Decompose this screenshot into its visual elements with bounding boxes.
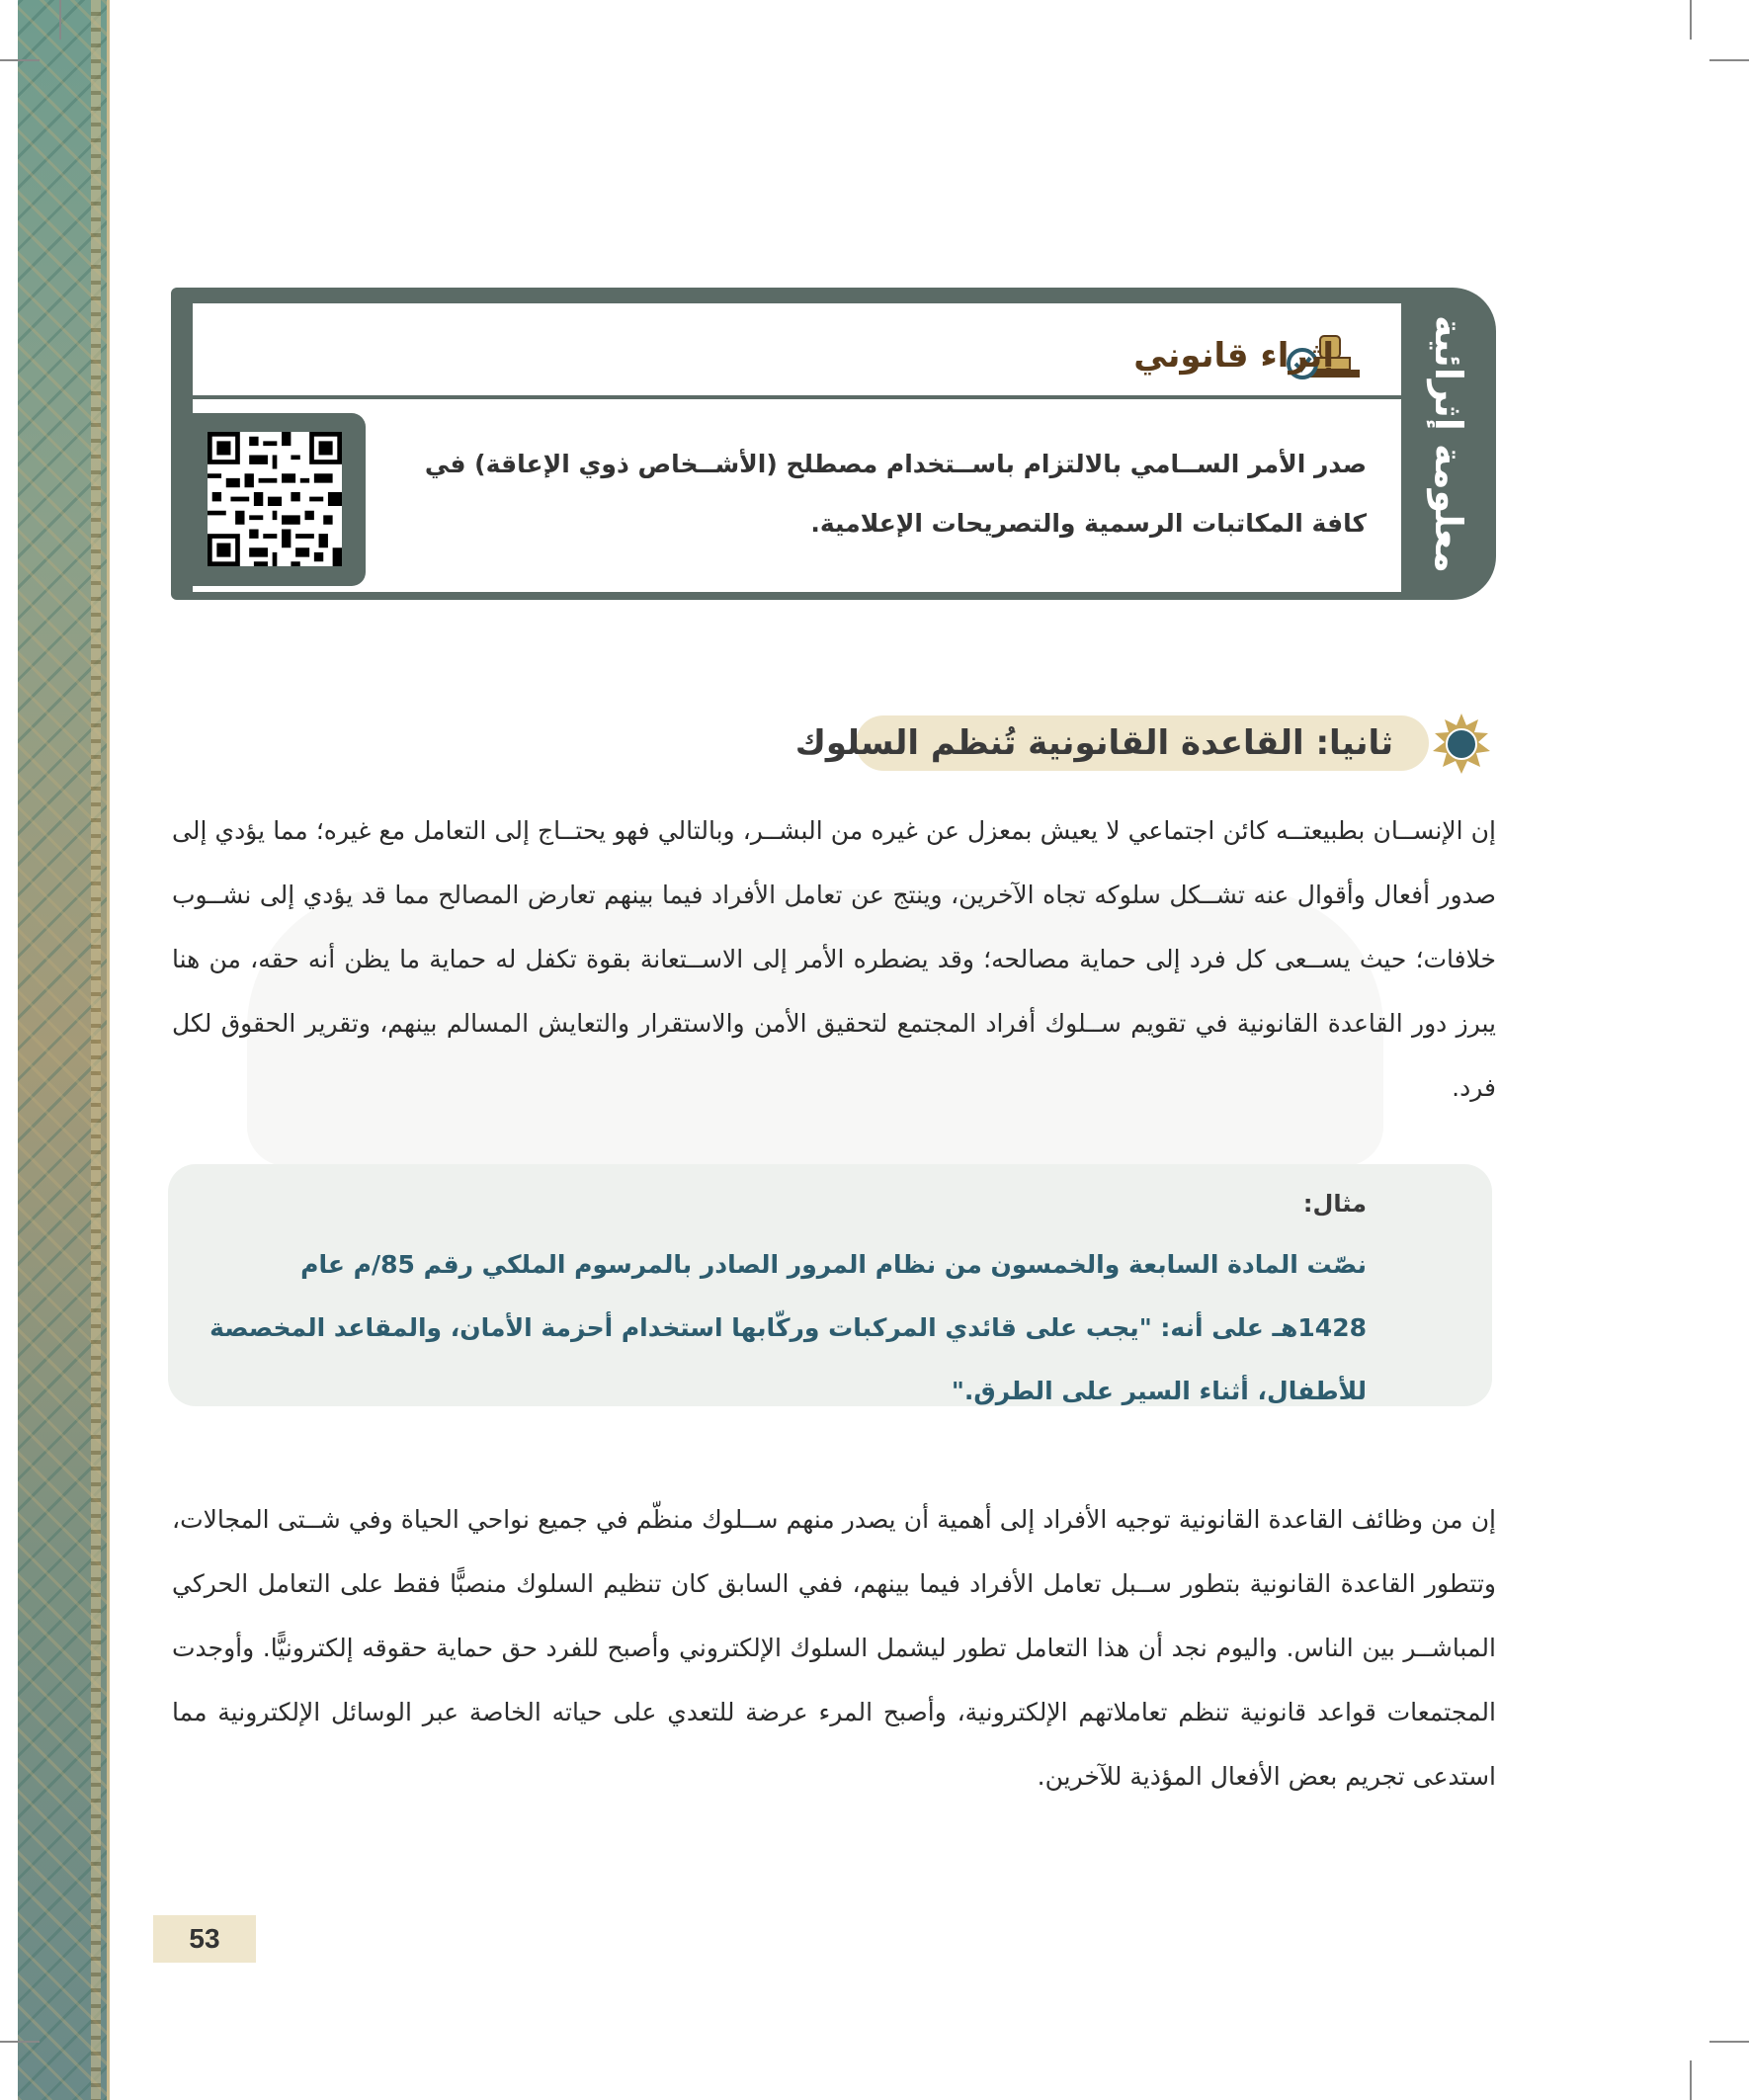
- ornament-icon: [1429, 712, 1494, 777]
- qr-code-icon[interactable]: [208, 432, 342, 566]
- decorative-border: [18, 0, 110, 2100]
- enrichment-divider: [190, 395, 1405, 399]
- example-label: مثال:: [1302, 1190, 1367, 1218]
- side-tab-label: معلومة إثرائية: [1427, 314, 1470, 573]
- crop-mark: [1709, 59, 1749, 61]
- paragraph-1: إن الإنســان بطبيعتــه كائن اجتماعي لا يعيش بمعزل عن غيره من البشــر، وبالتالي فهو يحتــاج إلى التعامل مع غيره؛ مما يؤدي إلى صدور أفعال وأقوال عنه تشــكل سلوكه تجاه الآخرين، وينتج عن تعامل الأفراد فيما بينهم تعارض المصالح مما قد يؤدي إلى نشــوب خلافات؛ حيث يســعى كل فرد إلى حماية مصالحه؛ وقد يضطره الأمر إلى الاســتعانة بقوة تكفل له حماية ما يظن أنه حقه، من هنا يبرز دور القاعدة القانونية في تقويم ســلوك أفراد المجتمع لتحقيق الأمن والاستقرار والتعايش المسالم بينهم، وتقرير الحقوق لكل فرد.: [172, 816, 1496, 1102]
- enrichment-text: صدر الأمر الســامي بالالتزام باســتخدام مصطلح (الأشــخاص ذوي الإعاقة) في كافة المكاتبات الرسمية والتصريحات الإعلامية.: [424, 450, 1367, 538]
- page-number-label: 53: [189, 1923, 220, 1954]
- side-tab: [1401, 288, 1496, 600]
- paragraph-2: إن من وظائف القاعدة القانونية توجيه الأفراد إلى أهمية أن يصدر منهم ســلوك منظّم في جميع نواحي الحياة وفي شــتى المجالات، وتتطور القاعدة القانونية بتطور ســبل تعامل الأفراد فيما بينهم، ففي السابق كان تنظيم السلوك منصبًّا فقط على التعامل الحركي المباشــر بين الناس. واليوم نجد أن هذا التعامل تطور ليشمل السلوك الإلكتروني وأصبح للفرد حق حماية حقوقه إلكترونيًّا. وأوجدت المجتمعات قواعد قانونية تنظم تعاملاتهم الإلكترونية، وأصبح المرء عرضة للتعدي على حياته الخاصة عبر الوسائل الإلكترونية مما استدعى تجريم بعض الأفعال المؤذية للآخرين.: [172, 1505, 1496, 1791]
- crop-mark: [1709, 2041, 1749, 2043]
- crop-mark: [1690, 2060, 1692, 2100]
- example-text: نصّت المادة السابعة والخمسون من نظام المرور الصادر بالمرسوم الملكي رقم 85/م عام 1428هـ على أنه: "يجب على قائدي المركبات وركّابها استخدام أحزمة الأمان، والمقاعد المخصصة للأطفال، أثناء السير على الطرق.": [209, 1250, 1367, 1405]
- section-title: ثانيا: القاعدة القانونية تُنظم السلوك: [794, 723, 1393, 763]
- enrichment-title: إثراء قانوني: [1133, 336, 1334, 376]
- page-number: [153, 1915, 256, 1963]
- crop-mark: [59, 0, 61, 40]
- crop-mark: [0, 59, 40, 61]
- crop-mark: [1690, 0, 1692, 40]
- crop-mark: [0, 2041, 40, 2043]
